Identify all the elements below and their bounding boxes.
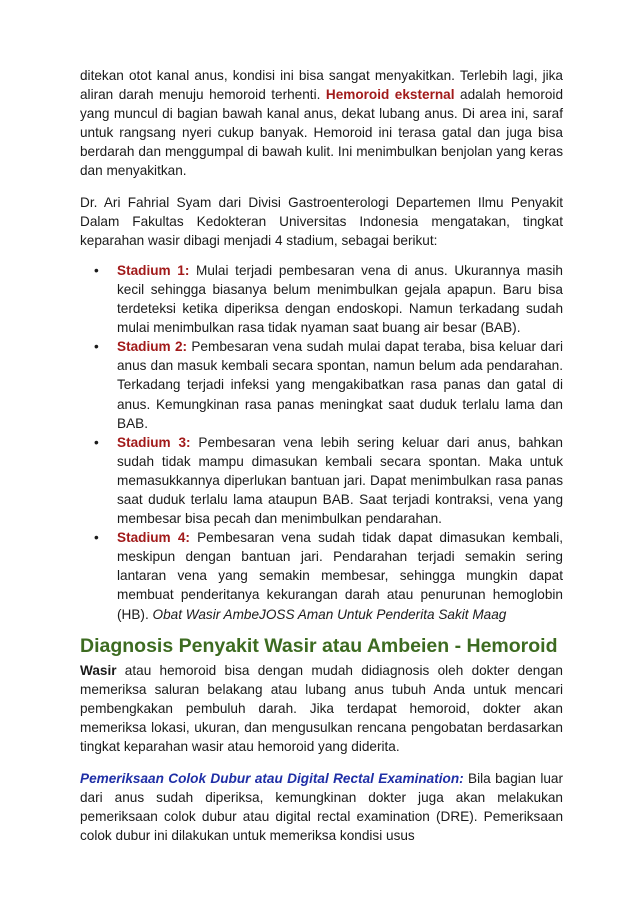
para1-before: ditekan otot kanal anus, kondisi ini bisa sangat menyakitkan. Terlebih lagi, jika aliran darah menuju hemoroid terhenti. [80, 68, 563, 103]
bullet-icon: • [94, 530, 99, 546]
para1-after: adalah hemoroid yang muncul di bagian bawah kanal anus, dekat lubang anus. Di area ini, saraf untuk rangsang nyeri cukup banyak. Hemoroid ini terasa gatal dan juga bisa berdarah dan menggumpal di bawah kulit. Ini menimbulkan benjolan yang keras dan menyakitkan. [80, 87, 563, 179]
stadium-item-4 [80, 528, 563, 623]
wasir-term: Wasir [80, 662, 117, 678]
bullet-icon: • [94, 339, 99, 355]
document-page [80, 66, 563, 845]
stadium-text: Pembesaran vena sudah mulai dapat teraba, bisa keluar dari anus dan masuk kembali secara spontan, namun belum ada pendarahan. Terkadang terjadi infeksi yang mengakibatkan rasa panas dan gatal di anus. Kemungkinan rasa panas meningkat saat duduk terlalu lama dan BAB. [117, 339, 563, 431]
bullet-icon: • [94, 262, 99, 278]
paragraph-colok-dubur [80, 769, 563, 845]
section-heading: Diagnosis Penyakit Wasir atau Ambeien - Hemoroid [80, 634, 558, 657]
stadium-label: Stadium 3: [117, 434, 191, 450]
article-link[interactable]: Obat Wasir AmbeJOSS Aman Untuk Penderita Sakit Maag [152, 606, 507, 622]
stadium-item-3 [80, 433, 563, 528]
paragraph-hemoroid-eksternal [80, 66, 563, 181]
paragraph-diagnosis [80, 661, 563, 756]
stadium-text: Mulai terjadi pembesaran vena di anus. Ukurannya masih kecil sehingga biasanya belum menimbulkan gejala apapun. Baru bisa terdeteksi ketika diperiksa dengan endoskopi. Namun terkadang sudah mulai menimbulkan rasa tidak nyaman saat buang air besar (BAB). [117, 262, 563, 336]
colok-dubur-term: Pemeriksaan Colok Dubur atau Digital Rectal Examination: [80, 771, 464, 787]
stadium-item-2 [80, 337, 563, 432]
bullet-icon: • [94, 434, 99, 450]
stadium-text: Pembesaran vena sudah tidak dapat dimasukan kembali, meskipun dengan bantuan jari. Pendarahan terjadi semakin sering lantaran vena yang semakin membesar, sehingga mungkin dapat membuat penderitanya kekurangan darah atau penurunan hemoglobin (HB). [117, 530, 563, 622]
stadium-list [80, 261, 563, 624]
diagnosis-text: atau hemoroid bisa dengan mudah didiagnosis oleh dokter dengan memeriksa saluran belakang atau lubang anus tubuh Anda untuk mencari pembengkakan pembuluh darah. Jika terdapat hemoroid, dokter akan memeriksa lokasi, ukuran, dan mengusulkan rencana pengobatan berdasarkan tingkat keparahan wasir atau hemoroid yang diderita. [80, 662, 563, 754]
stadium-label: Stadium 1: [117, 262, 190, 278]
paragraph-stadium-intro: Dr. Ari Fahrial Syam dari Divisi Gastroenterologi Departemen Ilmu Penyakit Dalam Fakultas Kedokteran Universitas Indonesia mengatakan, tingkat keparahan wasir dibagi menjadi 4 stadium, sebagai berikut: [80, 194, 563, 248]
stadium-item-1 [80, 261, 563, 337]
stadium-label: Stadium 2: [117, 339, 188, 355]
stadium-text: Pembesaran vena lebih sering keluar dari anus, bahkan sudah tidak mampu dimasukan kembali secara spontan. Maka untuk memasukkannya diperlukan bantuan jari. Dapat menimbulkan rasa panas saat duduk terlalu lama ataupun BAB. Saat terjadi kontraksi, vena yang membesar bisa pecah dan menimbulkan pendarahan. [117, 434, 563, 527]
colok-dubur-text: Bila bagian luar dari anus sudah diperiksa, kemungkinan dokter juga akan melakukan pemeriksaan colok dubur atau digital rectal examination (DRE). Pemeriksaan colok dubur ini dilakukan untuk memeriksa kondisi usus [80, 771, 563, 844]
stadium-label: Stadium 4: [117, 530, 190, 546]
hemoroid-eksternal-term: Hemoroid eksternal [325, 87, 455, 103]
